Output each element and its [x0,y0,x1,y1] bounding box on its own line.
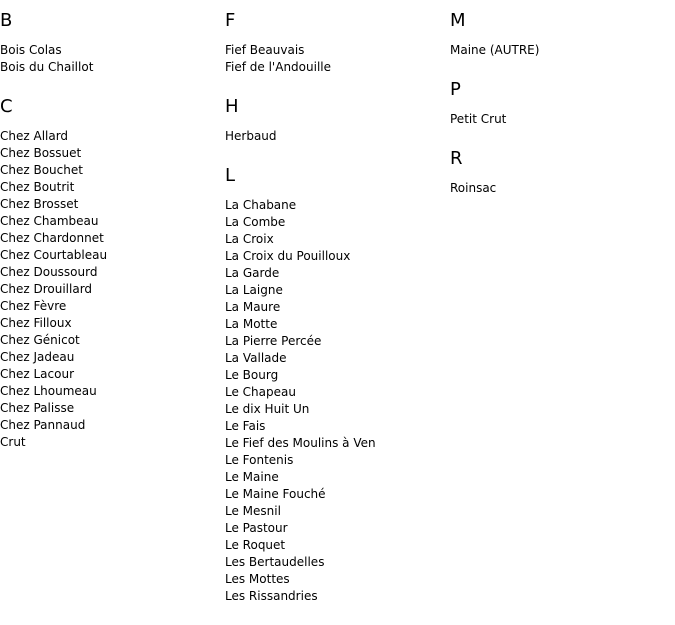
place-link[interactable]: Chez Filloux [0,316,72,330]
place-link[interactable]: Chez Doussourd [0,265,98,279]
letter-heading: F [225,10,236,31]
place-list [0,128,220,451]
place-link[interactable]: Fief de l'Andouille [225,60,331,74]
place-link[interactable]: La Croix du Pouilloux [225,249,351,263]
letter-group [450,10,670,59]
place-link[interactable]: La Garde [225,266,280,280]
place-link[interactable]: Chez Jadeau [0,350,75,364]
place-link[interactable]: Herbaud [225,129,277,143]
place-list [0,42,220,76]
place-link[interactable]: La Croix [225,232,274,246]
place-link[interactable]: Le dix Huit Un [225,402,310,416]
place-link[interactable]: La Motte [225,317,278,331]
place-link[interactable]: La Laigne [225,283,283,297]
letter-heading: L [225,165,236,186]
place-link[interactable]: Le Fais [225,419,266,433]
letter-group [225,165,445,605]
place-link[interactable]: La Combe [225,215,286,229]
place-link[interactable]: Le Pastour [225,521,288,535]
place-link[interactable]: La Vallade [225,351,287,365]
place-link[interactable]: Les Bertaudelles [225,555,325,569]
letter-heading: C [0,96,13,117]
letter-heading: P [450,79,461,100]
place-link[interactable]: Les Mottes [225,572,290,586]
place-link[interactable]: Chez Fèvre [0,299,67,313]
place-link[interactable]: Chez Lacour [0,367,74,381]
place-link[interactable]: Chez Palisse [0,401,75,415]
letter-heading: M [450,10,466,31]
letter-heading: R [450,148,463,169]
column-1 [0,10,220,471]
letter-heading: B [0,10,13,31]
place-link[interactable]: Chez Allard [0,129,69,143]
place-link[interactable]: Chez Lhoumeau [0,384,97,398]
letter-group [0,10,220,76]
letter-group [225,96,445,145]
place-link[interactable]: Chez Chambeau [0,214,99,228]
letter-heading: H [225,96,239,117]
place-link[interactable]: Chez Bouchet [0,163,83,177]
place-link[interactable]: Chez Chardonnet [0,231,104,245]
place-link[interactable]: Le Mesnil [225,504,281,518]
column-2 [225,10,445,625]
place-link[interactable]: Chez Génicot [0,333,80,347]
place-link[interactable]: Le Fief des Moulins à Ven [225,436,376,450]
place-list [450,42,670,59]
place-link[interactable]: Roinsac [450,181,497,195]
place-link[interactable]: Chez Bossuet [0,146,82,160]
place-link[interactable]: La Maure [225,300,281,314]
letter-group [450,79,670,128]
letter-group [225,10,445,76]
place-link[interactable]: Chez Boutrit [0,180,75,194]
place-link[interactable]: La Pierre Percée [225,334,322,348]
place-link[interactable]: Fief Beauvais [225,43,305,57]
column-3 [450,10,670,217]
place-link[interactable]: Les Rissandries [225,589,318,603]
place-list [225,197,445,605]
letter-group [0,96,220,451]
place-list [225,128,445,145]
place-link[interactable]: Chez Courtableau [0,248,108,262]
place-link[interactable]: Le Maine [225,470,279,484]
place-link[interactable]: La Chabane [225,198,297,212]
place-link[interactable]: Le Maine Fouché [225,487,326,501]
place-link[interactable]: Bois du Chaillot [0,60,94,74]
place-link[interactable]: Chez Drouillard [0,282,93,296]
place-link[interactable]: Chez Pannaud [0,418,86,432]
place-link[interactable]: Le Fontenis [225,453,294,467]
place-link[interactable]: Chez Brosset [0,197,79,211]
place-list [225,42,445,76]
place-link[interactable]: Bois Colas [0,43,62,57]
letter-group [450,148,670,197]
place-list [450,111,670,128]
place-list [450,180,670,197]
place-link[interactable]: Petit Crut [450,112,507,126]
place-link[interactable]: Crut [0,435,26,449]
place-link[interactable]: Le Roquet [225,538,286,552]
place-link[interactable]: Le Bourg [225,368,279,382]
place-link[interactable]: Le Chapeau [225,385,296,399]
place-link[interactable]: Maine (AUTRE) [450,43,540,57]
